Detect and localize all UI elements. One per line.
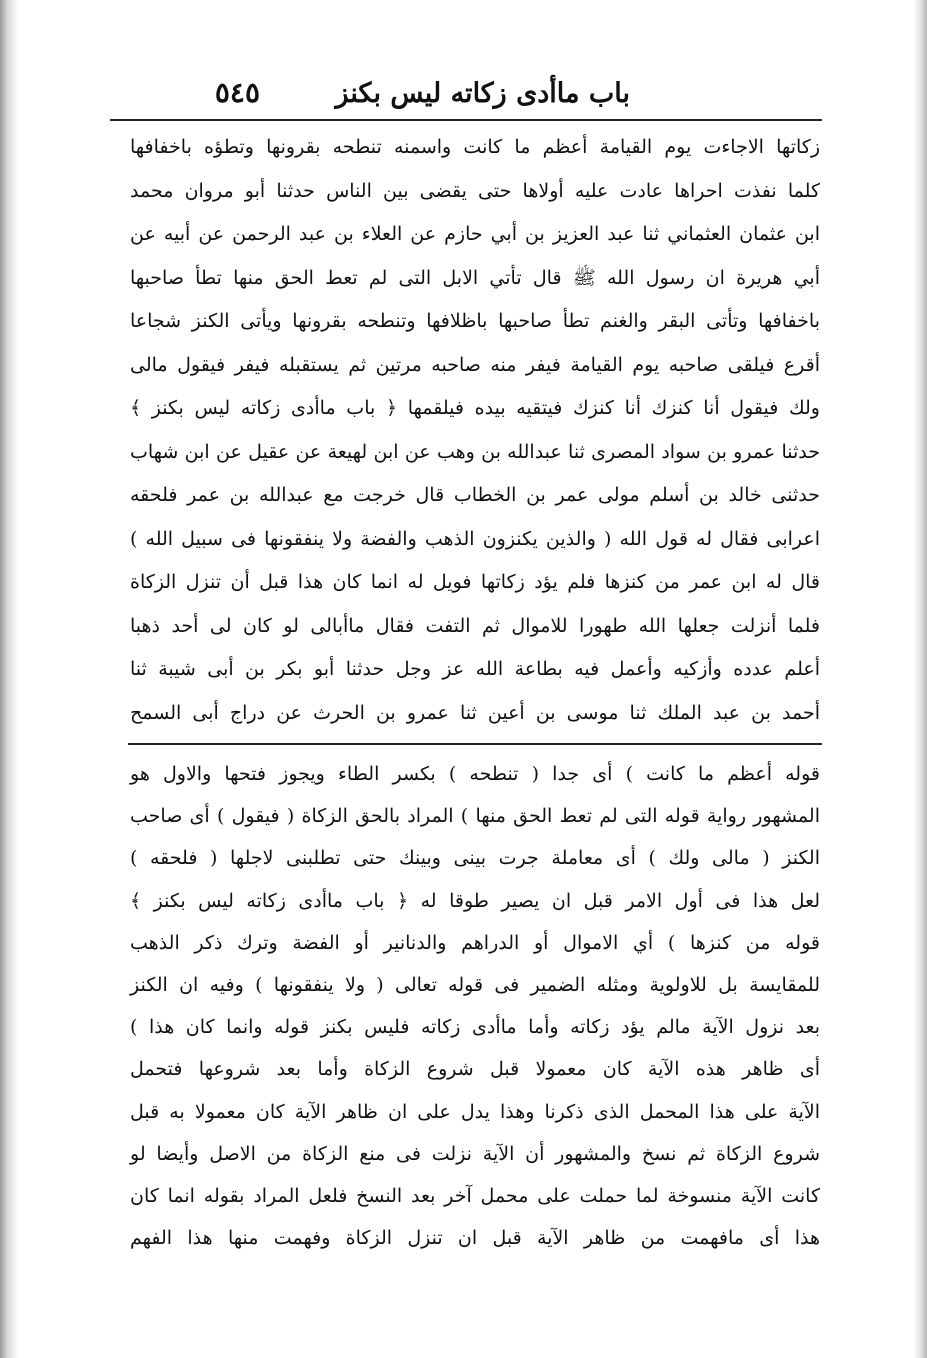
commentary-line: بعد نزول الآية مالم يؤد زكاته وأما ماأدى زكاته فليس بكنز قوله وانما كان هذا ) bbox=[130, 1016, 820, 1039]
footnote-separator bbox=[128, 743, 822, 745]
main-line: أحمد بن عبد الملك ثنا موسى بن أعين ثنا عمرو بن الحرث عن دراج أبى السمح bbox=[130, 701, 820, 724]
commentary-line: كانت الآية منسوخة لما حملت على محمل آخر بعد النسخ فلعل المراد بقوله انما كان bbox=[130, 1184, 820, 1207]
main-line: فلما أنزلت جعلها الله طهورا للاموال ثم التفت فقال ماأبالى لو كان لى أحد ذهبا bbox=[130, 614, 820, 637]
commentary-line: لعل هذا فى أول الامر قبل ان يصير طوقا له ﴿ باب ماأدى زكاته ليس بكنز ﴾ bbox=[130, 889, 820, 912]
main-line: ابن عثمان العثماني ثنا عبد العزيز بن أبي حازم عن العلاء بن عبد الرحمن عن أبيه عن bbox=[130, 223, 820, 245]
main-line: اعرابى فقال له قول الله ( والذين يكنزون الذهب والفضة ولا ينفقونها فى سبيل الله ) bbox=[130, 527, 820, 550]
main-line: ولك فيقول أنا كنزك أنا كنزك فيتقيه بيده فيلقمها ﴿ باب ماأدى زكاته ليس بكنز ﴾ bbox=[130, 397, 820, 419]
main-line: حدثنا عمرو بن سواد المصرى ثنا عبدالله بن وهب عن ابن لهيعة عن عقيل عن ابن شهاب bbox=[130, 440, 820, 463]
commentary-line: الآية على هذا المحمل الذى ذكرنا وهذا يدل على ان ظاهر الآية كان معمولا به قبل bbox=[130, 1100, 820, 1123]
page-number: ٥٤٥ bbox=[214, 76, 260, 109]
main-line: باخفافها وتأتى البقر والغنم تطأ صاحبها باظلافها وتنطحه بقرونها ويأتى الكنز شجاعا bbox=[130, 310, 820, 332]
commentary-line: شروع الزكاة ثم نسخ والمشهور أن الآية نزلت فى منع الزكاة من الاصل وأيضا لو bbox=[130, 1142, 820, 1165]
commentary-line: هذا أى مافهمت من ظاهر الآية قبل ان تنزل الزكاة وفهمت منها هذا الفهم bbox=[130, 1227, 820, 1250]
running-title: باب ماأدى زكاته ليس بكنز bbox=[335, 78, 630, 109]
commentary-text bbox=[130, 753, 820, 1259]
commentary-line: أى ظاهر هذه الآية كان معمولا قبل شروع الزكاة وأما بعد شروعها فتحمل bbox=[130, 1058, 820, 1081]
commentary-line: قوله أعظم ما كانت ) أى جدا ( تنطحه ) بكسر الطاء ويجوز فتحها والاول هو bbox=[130, 763, 820, 785]
commentary-line: المشهور رواية قوله التى لم تعط الحق منها ) المراد بالحق الزكاة ( فيقول ) أى صاحب bbox=[130, 805, 820, 828]
commentary-line: للمقايسة بل للاولوية ومثله الضمير فى قوله تعالى ( ولا ينفقونها ) وفيه ان الكنز bbox=[130, 973, 820, 996]
main-text bbox=[130, 126, 820, 735]
main-line: قال له ابن عمر من كنزها فلم يؤد زكاتها فويل له انما كان هذا قبل أن تنزل الزكاة bbox=[130, 571, 820, 593]
page-edge-right bbox=[913, 0, 927, 1358]
main-line: كلما نفذت احراها عادت عليه أولاها حتى يقضى بين الناس حدثنا أبو مروان محمد bbox=[130, 179, 820, 202]
commentary-line: قوله من كنزها ) أي الاموال أو الدراهم والدنانير أو الفضة وترك ذكر الذهب bbox=[130, 931, 820, 954]
page-edge-left bbox=[0, 0, 18, 1358]
main-line: حدثنى خالد بن أسلم مولى عمر بن الخطاب قال خرجت مع عبدالله بن عمر فلحقه bbox=[130, 484, 820, 506]
main-line: أعلم عدده وأزكيه وأعمل فيه بطاعة الله عز وجل حدثنا أبو بكر بن أبى شيبة ثنا bbox=[130, 658, 820, 680]
header-rule bbox=[110, 119, 822, 121]
main-line: أبي هريرة ان رسول الله ﷺ قال تأتي الابل التى لم تعط الحق منها تطأ صاحبها bbox=[130, 266, 820, 289]
page-header bbox=[110, 68, 820, 118]
main-line: أقرع فيلقى صاحبه يوم القيامة فيفر منه صاحبه مرتين ثم يستقبله فيفر فيقول مالى bbox=[130, 353, 820, 376]
commentary-line: الكنز ( مالى ولك ) أى معاملة جرت بينى وبينك حتى تطلبنى لاجلها ( فلحقه ) bbox=[130, 847, 820, 870]
main-line: زكاتها الاجاءت يوم القيامة أعظم ما كانت واسمنه تنطحه بقرونها وتطؤه باخفافها bbox=[130, 136, 820, 158]
